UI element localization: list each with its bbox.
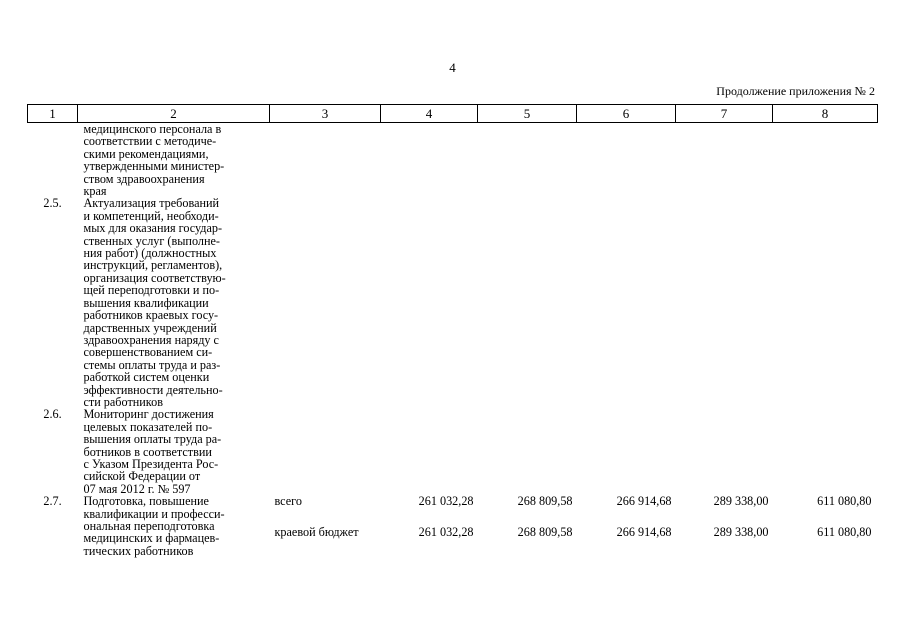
row-description [78, 408, 270, 495]
text-line: здравоохранения наряду с [83, 332, 219, 347]
text-line: скими рекомендациями, [83, 146, 209, 161]
text-line: 07 мая 2012 г. № 597 [83, 481, 191, 496]
text-line: вышения квалификации [83, 295, 209, 310]
funding-value: 268 809,58 [517, 525, 573, 540]
text-line: ния работ) (должностных [83, 246, 217, 261]
measures-table [27, 104, 878, 557]
text-line: сти работников [83, 394, 163, 409]
text-line: ством здравоохранения [83, 171, 205, 186]
text-line: и компетенций, необходи- [83, 208, 219, 223]
col-8-header: 8 [773, 105, 878, 123]
row-number: 2.6. [43, 407, 62, 422]
col-2-header: 2 [78, 105, 270, 123]
funding-value: 266 914,68 [616, 525, 672, 540]
col-3-header: 3 [270, 105, 381, 123]
text-line: дарственных учреждений [83, 320, 217, 335]
row-number: 2.5. [43, 196, 62, 211]
continued-description [78, 123, 270, 198]
funding-value: 261 032,28 [418, 525, 474, 540]
text-line: эффективности деятельно- [83, 382, 223, 397]
row-description [78, 197, 270, 408]
funding-value: 289 338,00 [713, 494, 769, 509]
continuation-label: Продолжение приложения № 2 [716, 84, 875, 98]
text-line: мых для оказания государ- [83, 221, 223, 236]
funding-value: 268 809,58 [517, 494, 573, 509]
text-line: квалификации и професси- [83, 506, 225, 521]
col-6-header: 6 [577, 105, 676, 123]
col-4-header: 4 [381, 105, 478, 123]
text-line: с Указом Президента Рос- [83, 456, 219, 471]
page-number: 4 [449, 60, 456, 75]
table-row-2-6 [28, 408, 878, 495]
text-line: края [83, 184, 107, 199]
funding-value: 261 032,28 [418, 494, 474, 509]
table-row-2-7 [28, 495, 878, 520]
text-line: работников краевых госу- [83, 308, 219, 323]
text-line: инструкций, регламентов), [83, 258, 223, 273]
funding-value: 611 080,80 [817, 494, 872, 509]
text-line: медицинского персонала в [83, 122, 222, 136]
text-line: медицинских и фармацев- [83, 531, 220, 546]
funding-value: 289 338,00 [713, 525, 769, 540]
funding-value: 266 914,68 [616, 494, 672, 509]
text-line: тических работников [83, 543, 194, 558]
table-row-2-5 [28, 197, 878, 408]
text-line: щей переподготовки и по- [83, 283, 220, 298]
text-line: целевых показателей по- [83, 419, 213, 434]
col-7-header: 7 [676, 105, 773, 123]
funding-source-regional: краевой бюджет [274, 525, 359, 540]
funding-value: 611 080,80 [817, 525, 872, 540]
text-line: ственных услуг (выполне- [83, 233, 220, 248]
row-number: 2.7. [43, 494, 62, 509]
text-line: совершенствованием си- [83, 345, 213, 360]
text-line: ботников в соответствии [83, 444, 212, 459]
table-row-continued [28, 123, 878, 198]
col-1-header: 1 [28, 105, 78, 123]
col-5-header: 5 [478, 105, 577, 123]
text-line: организация соответствую- [83, 270, 226, 285]
text-line: Подготовка, повышение [83, 494, 209, 509]
text-line: Мониторинг достижения [83, 407, 214, 422]
column-number-header [28, 105, 878, 123]
text-line: Актуализация требований [83, 196, 220, 211]
text-line: утвержденными министер- [83, 159, 225, 174]
text-line: сийской Федерации от [83, 469, 201, 484]
text-line: ональная переподготовка [83, 519, 215, 533]
row-description [78, 495, 270, 557]
funding-source-total: всего [274, 494, 302, 509]
text-line: вышения оплаты труда ра- [83, 432, 222, 447]
text-line: работкой систем оценки [83, 370, 210, 385]
text-line: соответствии с методиче- [83, 134, 217, 149]
text-line: стемы оплаты труда и раз- [83, 357, 221, 372]
